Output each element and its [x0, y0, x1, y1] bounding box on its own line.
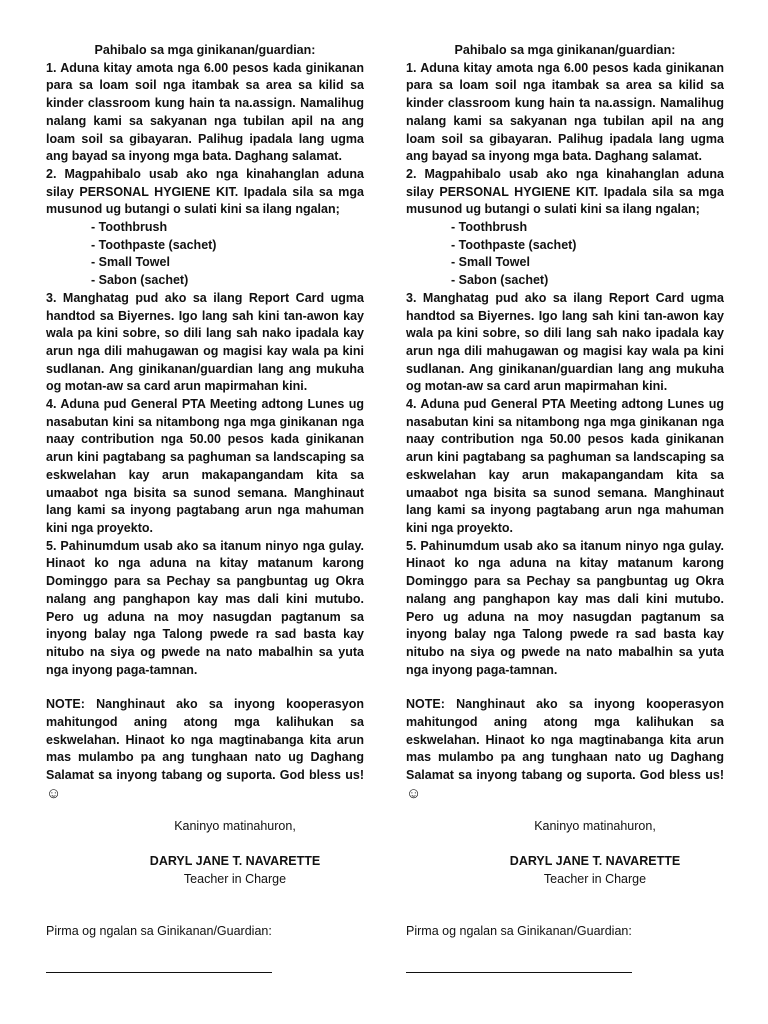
signature-label: Pirma og ngalan sa Ginikanan/Guardian:: [46, 923, 272, 938]
item-1: 1. Aduna kitay amota nga 6.00 pesos kada ginikanan para sa loam soil nga itambak sa area sa kilid sa kinder classroom kung hain ta na.assign. Namalihug nalang kami sa sakyanan nga tubilan apil na ang loam soil sa gibayaran. Palihug ipadala lang ugma ang bayad sa inyong mga bata. Daghang salamat.: [46, 60, 364, 164]
item-2-kit: PERSONAL HYGIENE KIT.: [439, 184, 599, 199]
note-text: NOTE: Nanghinaut ako sa inyong kooperasyon mahitungod aning atong mga kalihukan sa eskwelahan. Hinaot ko nga magtinabanga kita arun mas mulambo pa ang tunghaan nato ug Daghang Salamat sa inyong tabang og suporta. God bless us!: [406, 697, 724, 783]
item-5: 5. Pahinumdum usab ako sa itanum ninyo nga gulay. Hinaot ko nga aduna na kitay matanum karong Dominggo para sa Pechay sa pangbuntag ug Okra nalang ang panghapon kay mas dali kini mutubo. Pero ug aduna na moy nasugdan pagtanum sa inyong balay nga Talong pwede ra sad basta kay nitubo na siya og pwede na nato mabalhin sa yuta nga inyong paga-tamnan.: [46, 538, 364, 677]
teacher-name: DARYL JANE T. NAVARETTE: [149, 854, 321, 869]
smiley-icon: ☺: [406, 784, 422, 802]
item-2: [406, 166, 724, 219]
kit-item: - Sabon (sachet): [91, 273, 189, 288]
teacher-role: Teacher in Charge: [183, 871, 287, 886]
item-3: 3. Manghatag pud ako sa ilang Report Card ugma handtod sa Biyernes. Igo lang sah kini tan-awon kay wala pa kini sobre, so dili lang sah nako ipadala kay arun nga dili mahugawan og magisi kay wala pa kini sudlanan. Ang ginikanan/guardian lang ang mukuha og motan-aw sa card arun mapirmahan kini.: [406, 290, 724, 394]
item-4: 4. Aduna pud General PTA Meeting adtong Lunes ug nasabutan kini sa nitambong nga mga ginikanan nga naay contribution nga 50.00 pesos kada ginikanan arun kini pagtabang sa paghuman sa landscaping sa eskwelahan kay arun makapangandam kita sa umaabot nga bisita sa sunod semana. Manghinaut lang kami sa inyong pagtabang arun nga mahuman kini nga proyekto.: [46, 397, 364, 535]
item-2-text: 2. Magpahibalo usab ako nga kinahanglan aduna silay: [406, 166, 724, 199]
item-2-text: 2. Magpahibalo usab ako nga kinahanglan aduna silay: [46, 166, 364, 199]
notice-left: [46, 0, 364, 1024]
item-4: 4. Aduna pud General PTA Meeting adtong Lunes ug nasabutan kini sa nitambong nga mga ginikanan nga naay contribution nga 50.00 pesos kada ginikanan arun kini pagtabang sa paghuman sa landscaping sa eskwelahan kay arun makapangandam kita sa umaabot nga bisita sa sunod semana. Manghinaut lang kami sa inyong pagtabang arun nga mahuman kini nga proyekto.: [406, 397, 724, 535]
smiley-icon: ☺: [46, 784, 62, 802]
item-3: 3. Manghatag pud ako sa ilang Report Card ugma handtod sa Biyernes. Igo lang sah kini tan-awon kay wala pa kini sobre, so dili lang sah nako ipadala kay arun nga dili mahugawan og magisi kay wala pa kini sudlanan. Ang ginikanan/guardian lang ang mukuha og motan-aw sa card arun mapirmahan kini.: [46, 290, 364, 394]
teacher-name: DARYL JANE T. NAVARETTE: [509, 854, 681, 869]
item-2: [46, 166, 364, 219]
teacher-role: Teacher in Charge: [543, 871, 647, 886]
note: [46, 696, 364, 803]
kit-list: [46, 219, 364, 290]
notice-right: [406, 0, 724, 1024]
closing: Kaninyo matinahuron,: [174, 818, 296, 833]
kit-item: - Toothpaste (sachet): [451, 237, 577, 252]
kit-item: - Toothbrush: [91, 220, 168, 235]
signature-line: [406, 972, 632, 973]
kit-item: - Small Towel: [91, 255, 170, 270]
signature-label: Pirma og ngalan sa Ginikanan/Guardian:: [406, 923, 632, 938]
kit-item: - Toothpaste (sachet): [91, 237, 217, 252]
item-5: 5. Pahinumdum usab ako sa itanum ninyo nga gulay. Hinaot ko nga aduna na kitay matanum karong Dominggo para sa Pechay sa pangbuntag ug Okra nalang ang panghapon kay mas dali kini mutubo. Pero ug aduna na moy nasugdan pagtanum sa inyong balay nga Talong pwede ra sad basta kay nitubo na siya og pwede na nato mabalhin sa yuta nga inyong paga-tamnan.: [406, 538, 724, 677]
kit-item: - Toothbrush: [451, 220, 528, 235]
note: [406, 696, 724, 803]
item-2-text-end: Ipadala sila sa mga musunod ug butangi o sulati kini sa ilang ngalan;: [406, 184, 724, 217]
notice-heading: Pahibalo sa mga ginikanan/guardian:: [454, 43, 676, 57]
signature-line: [46, 972, 272, 973]
note-text: NOTE: Nanghinaut ako sa inyong kooperasyon mahitungod aning atong mga kalihukan sa eskwelahan. Hinaot ko nga magtinabanga kita arun mas mulambo pa ang tunghaan nato ug Daghang Salamat sa inyong tabang og suporta. God bless us!: [46, 697, 364, 783]
kit-item: - Sabon (sachet): [451, 273, 549, 288]
kit-list: [406, 219, 724, 290]
item-1: 1. Aduna kitay amota nga 6.00 pesos kada ginikanan para sa loam soil nga itambak sa area sa kilid sa kinder classroom kung hain ta na.assign. Namalihug nalang kami sa sakyanan nga tubilan apil na ang loam soil sa gibayaran. Palihug ipadala lang ugma ang bayad sa inyong mga bata. Daghang salamat.: [406, 60, 724, 164]
notice-heading: Pahibalo sa mga ginikanan/guardian:: [94, 43, 316, 57]
closing: Kaninyo matinahuron,: [534, 818, 656, 833]
kit-item: - Small Towel: [451, 255, 530, 270]
item-2-kit: PERSONAL HYGIENE KIT.: [79, 184, 239, 199]
item-2-text-end: Ipadala sila sa mga musunod ug butangi o sulati kini sa ilang ngalan;: [46, 184, 364, 217]
